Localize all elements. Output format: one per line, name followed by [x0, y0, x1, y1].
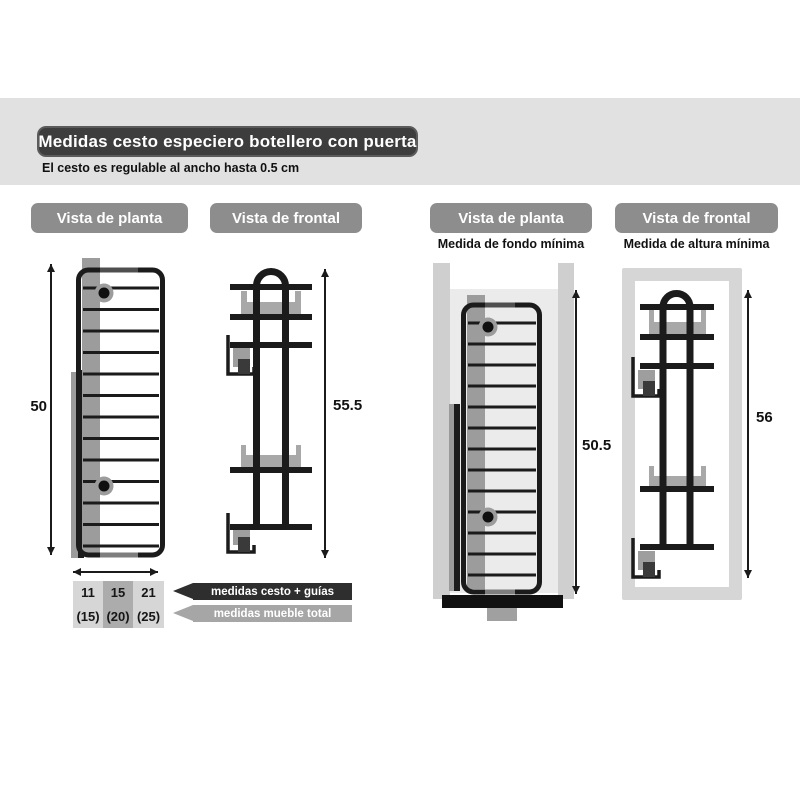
legend-cabinet-arrow [173, 605, 352, 622]
cabinet-wall [558, 263, 574, 599]
caption-min-height: Medida de altura mínima [623, 237, 770, 251]
view-label-text: Vista de frontal [642, 209, 751, 227]
basket-top-trim [100, 268, 138, 273]
plan-view-right-diagram [425, 258, 615, 628]
view-label-text: Vista de planta [56, 209, 163, 227]
cabinet-wall [433, 263, 450, 599]
basket-bottom-trim [485, 590, 515, 595]
page-title-bar [37, 126, 418, 157]
door-handle-tab [487, 608, 517, 621]
arrow-left-icon [173, 605, 193, 621]
table-cell: 11 [73, 581, 103, 604]
arrow-left-icon [173, 583, 193, 599]
basket-top-trim [485, 303, 515, 308]
screw-icon [479, 508, 498, 527]
height-dimension-label: 56 [756, 409, 773, 426]
tray [241, 445, 301, 468]
page-title: Medidas cesto especiero botellero con puerta [38, 131, 417, 151]
guide-rail [449, 404, 460, 591]
screw-icon [95, 477, 114, 496]
front-view-right-diagram [615, 260, 800, 640]
view-label-text: Vista de frontal [231, 209, 341, 227]
screw-icon [479, 318, 498, 337]
caption-min-depth: Medida de fondo mínima [437, 237, 585, 251]
basket-side-strip [82, 258, 100, 554]
view-label-front-left [210, 203, 362, 233]
width-table [73, 581, 164, 628]
table-cell: (15) [73, 604, 103, 628]
basket-side-strip [467, 295, 485, 589]
legend-basket-arrow [173, 583, 352, 600]
view-label-plan-right [430, 203, 592, 233]
legend-basket-label: medidas cesto + guías [193, 583, 352, 600]
table-cell: 15 [103, 581, 133, 604]
view-label-text: Vista de planta [458, 209, 564, 227]
door-panel [442, 595, 563, 608]
table-cell: 21 [133, 581, 164, 604]
mount-bracket [228, 513, 254, 552]
tray [241, 291, 301, 315]
plan-view-left-diagram [20, 250, 220, 582]
table-cell: (25) [133, 604, 164, 628]
height-dimension-label: 55.5 [333, 397, 363, 414]
legend-cabinet-label: medidas mueble total [193, 605, 352, 622]
page-subtitle: El cesto es regulable al ancho hasta 0.5 cm [42, 161, 300, 175]
basket-bottom-trim [100, 553, 138, 558]
front-view-left-diagram [215, 255, 365, 570]
view-label-plan-left [31, 203, 188, 233]
screw-icon [95, 284, 114, 303]
view-label-front-right [615, 203, 778, 233]
table-cell: (20) [103, 604, 133, 628]
height-dimension-label: 50.5 [582, 437, 612, 454]
height-dimension-label: 50 [30, 398, 47, 415]
mount-bracket [228, 335, 254, 374]
